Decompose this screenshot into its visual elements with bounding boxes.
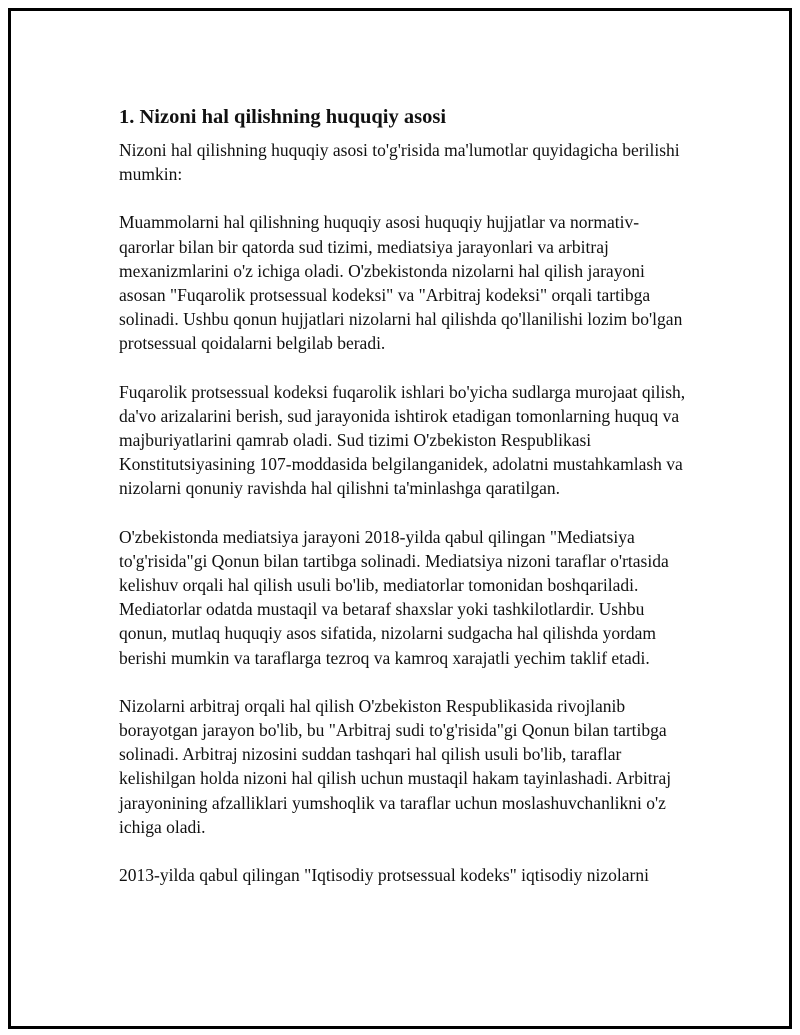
paragraph-intro: Nizoni hal qilishning huquqiy asosi to'g'risida ma'lumotlar quyidagicha berilishi mumkin:	[119, 140, 680, 185]
paragraph-arbitration: Nizolarni arbitraj orqali hal qilish O'zbekiston Respublikasida rivojlanib borayotgan jarayon bo'lib, bu "Arbitraj sudi to'g'risida"gi Qonun bilan tartibga solinadi. Arbitraj nizosini suddan tashqari hal qilish usuli bo'lib, taraflar kelishilgan holda nizoni hal qilish uchun mustaqil hakam tayinlashadi. Arbitraj jarayonining afzalliklari yumshoqlik va taraflar uchun moslashuvchanlikni o'z ichiga oladi.	[119, 695, 672, 837]
page-frame	[8, 8, 792, 1029]
document-body	[119, 99, 694, 911]
paragraph-legal-basis: Muammolarni hal qilishning huquqiy asosi huquqiy hujjatlar va normativ-qarorlar bilan bir qatorda sud tizimi, mediatsiya jarayonlari va arbitraj mexanizmlarini o'z ichiga oladi. O'zbekistonda nizolarni hal qilish jarayoni asosan "Fuqarolik protsessual kodeksi" va "Arbitraj kodeksi" orqali tartibga solinadi. Ushbu qonun hujjatlari nizolarni hal qilishda qo'llanilishi lozim bo'lgan protsessual qoidalarni belgilab beradi.	[119, 212, 683, 354]
section-heading: 1. Nizoni hal qilishning huquqiy asosi	[119, 106, 447, 128]
paragraph-civil-procedure: Fuqarolik protsessual kodeksi fuqarolik ishlari bo'yicha sudlarga murojaat qilish, da'vo arizalarini berish, sud jarayonida ishtirok etadigan tomonlarning huquq va majburiyatlarini qamrab oladi. Sud tizimi O'zbekiston Respublikasi Konstitutsiyasining 107-moddasida belgilanganidek, adolatni mustahkamlash va nizolarni qonuniy ravishda hal qilishni ta'minlashga qaratilgan.	[119, 381, 686, 499]
paragraph-economic-procedure: 2013-yilda qabul qilingan "Iqtisodiy protsessual kodeks" iqtisodiy nizolarni	[119, 865, 649, 886]
paragraph-mediation: O'zbekistonda mediatsiya jarayoni 2018-yilda qabul qilingan "Mediatsiya to'g'risida"gi Qonun bilan tartibga solinadi. Mediatsiya nizoni taraflar o'rtasida kelishuv orqali hal qilish usuli bo'lib, mediatorlar tomonidan boshqariladi. Mediatorlar odatda mustaqil va betaraf shaxslar yoki tashkilotlardir. Ushbu qonun, mutlaq huquqiy asos sifatida, nizolarni sudgacha hal qilishda yordam berishi mumkin va taraflarga tezroq va kamroq xarajatli yechim taklif etadi.	[119, 526, 669, 668]
